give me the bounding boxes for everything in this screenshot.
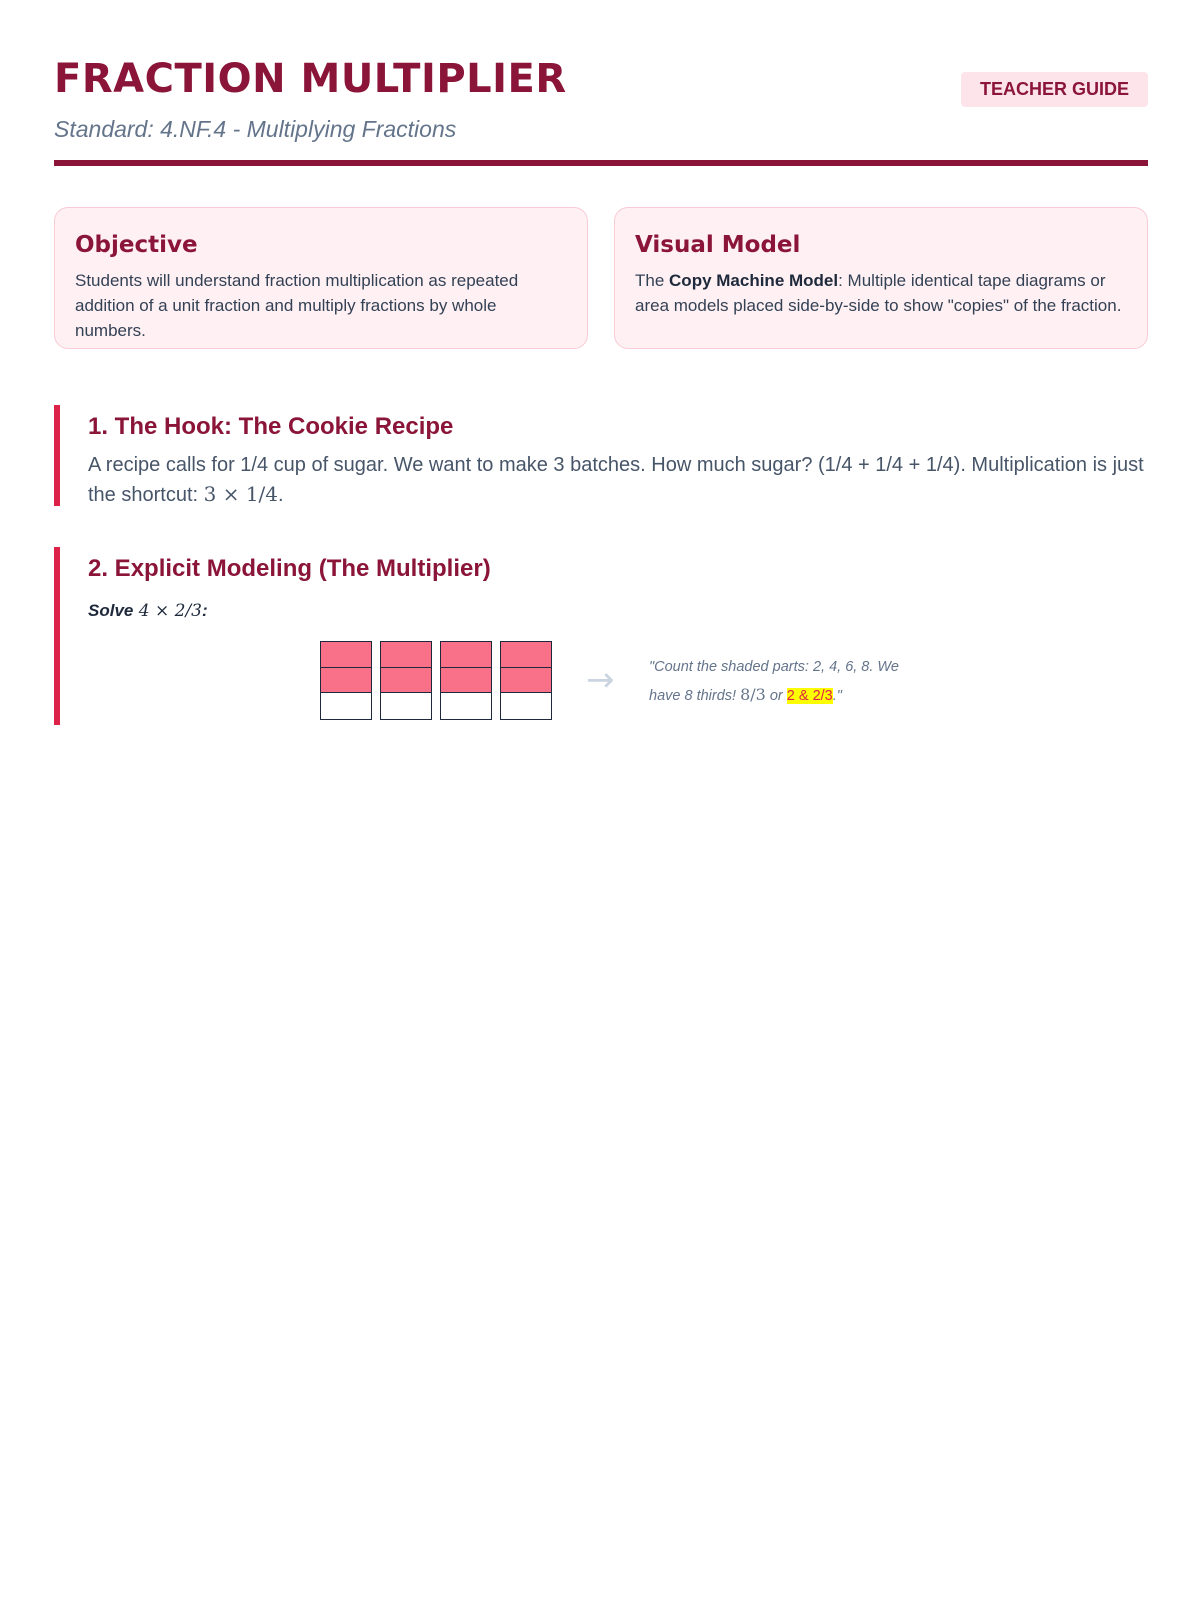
unshaded-part	[501, 693, 551, 719]
quote-math: 8/3	[740, 685, 766, 704]
shaded-part	[441, 642, 491, 668]
teacher-guide-badge: TEACHER GUIDE	[961, 72, 1148, 107]
shaded-part	[321, 642, 371, 668]
tape-diagram-whole	[500, 641, 552, 720]
objective-title: Objective	[75, 232, 198, 258]
hook-heading: 1. The Hook: The Cookie Recipe	[88, 413, 454, 440]
shaded-part	[381, 668, 431, 694]
hook-text-body: A recipe calls for 1/4 cup of sugar. We want to make 3 batches. How much sugar? (1/4 + 1/4 + 1/4). Multiplication is just the shortcut:	[88, 454, 1144, 506]
unshaded-part	[441, 693, 491, 719]
visual-model-bold-term: Copy Machine Model	[669, 271, 839, 290]
shaded-part	[381, 642, 431, 668]
hook-text	[88, 451, 1148, 510]
solve-end: :	[202, 601, 208, 620]
visual-model-text-suffix: : Multiple identical tape diagrams or area models placed side-by-side to show "copies" of the fraction.	[635, 271, 1122, 315]
visual-model-text-prefix: The	[635, 271, 670, 290]
tape-diagram-whole	[440, 641, 492, 720]
hook-text-end: .	[278, 484, 284, 506]
unshaded-part	[381, 693, 431, 719]
quote-start: "Count the shaded parts: 2, 4, 6, 8. We have 8 thirds!	[649, 659, 899, 704]
hook-math: 3 × 1/4	[203, 482, 279, 506]
tape-diagram-whole	[320, 641, 372, 720]
teacher-quote	[649, 654, 929, 710]
solve-math: 4 × 2/3	[133, 601, 202, 621]
visual-model-title: Visual Model	[635, 232, 801, 258]
tape-diagram-whole	[380, 641, 432, 720]
shaded-part	[501, 668, 551, 694]
page-title: FRACTION MULTIPLIER	[54, 56, 567, 102]
shaded-part	[501, 642, 551, 668]
arrow-right-icon: →	[586, 660, 615, 700]
objective-card	[54, 207, 588, 349]
visual-model-text	[635, 268, 1127, 318]
shaded-part	[441, 668, 491, 694]
visual-model-card	[614, 207, 1148, 349]
quote-highlight: 2 & 2/3	[786, 688, 833, 704]
hook-section	[54, 405, 1148, 506]
objective-text: Students will understand fraction multiplication as repeated addition of a unit fraction and multiply fractions by whole numbers.	[75, 271, 519, 340]
solve-label: Solve	[88, 601, 134, 620]
quote-or: or	[765, 688, 787, 704]
solve-line	[88, 601, 1148, 621]
standard-subtitle: Standard: 4.NF.4 - Multiplying Fractions	[54, 116, 457, 142]
modeling-heading: 2. Explicit Modeling (The Multiplier)	[88, 555, 491, 582]
unshaded-part	[321, 693, 371, 719]
quote-end: ."	[832, 688, 842, 704]
shaded-part	[321, 668, 371, 694]
header-divider	[54, 160, 1148, 166]
